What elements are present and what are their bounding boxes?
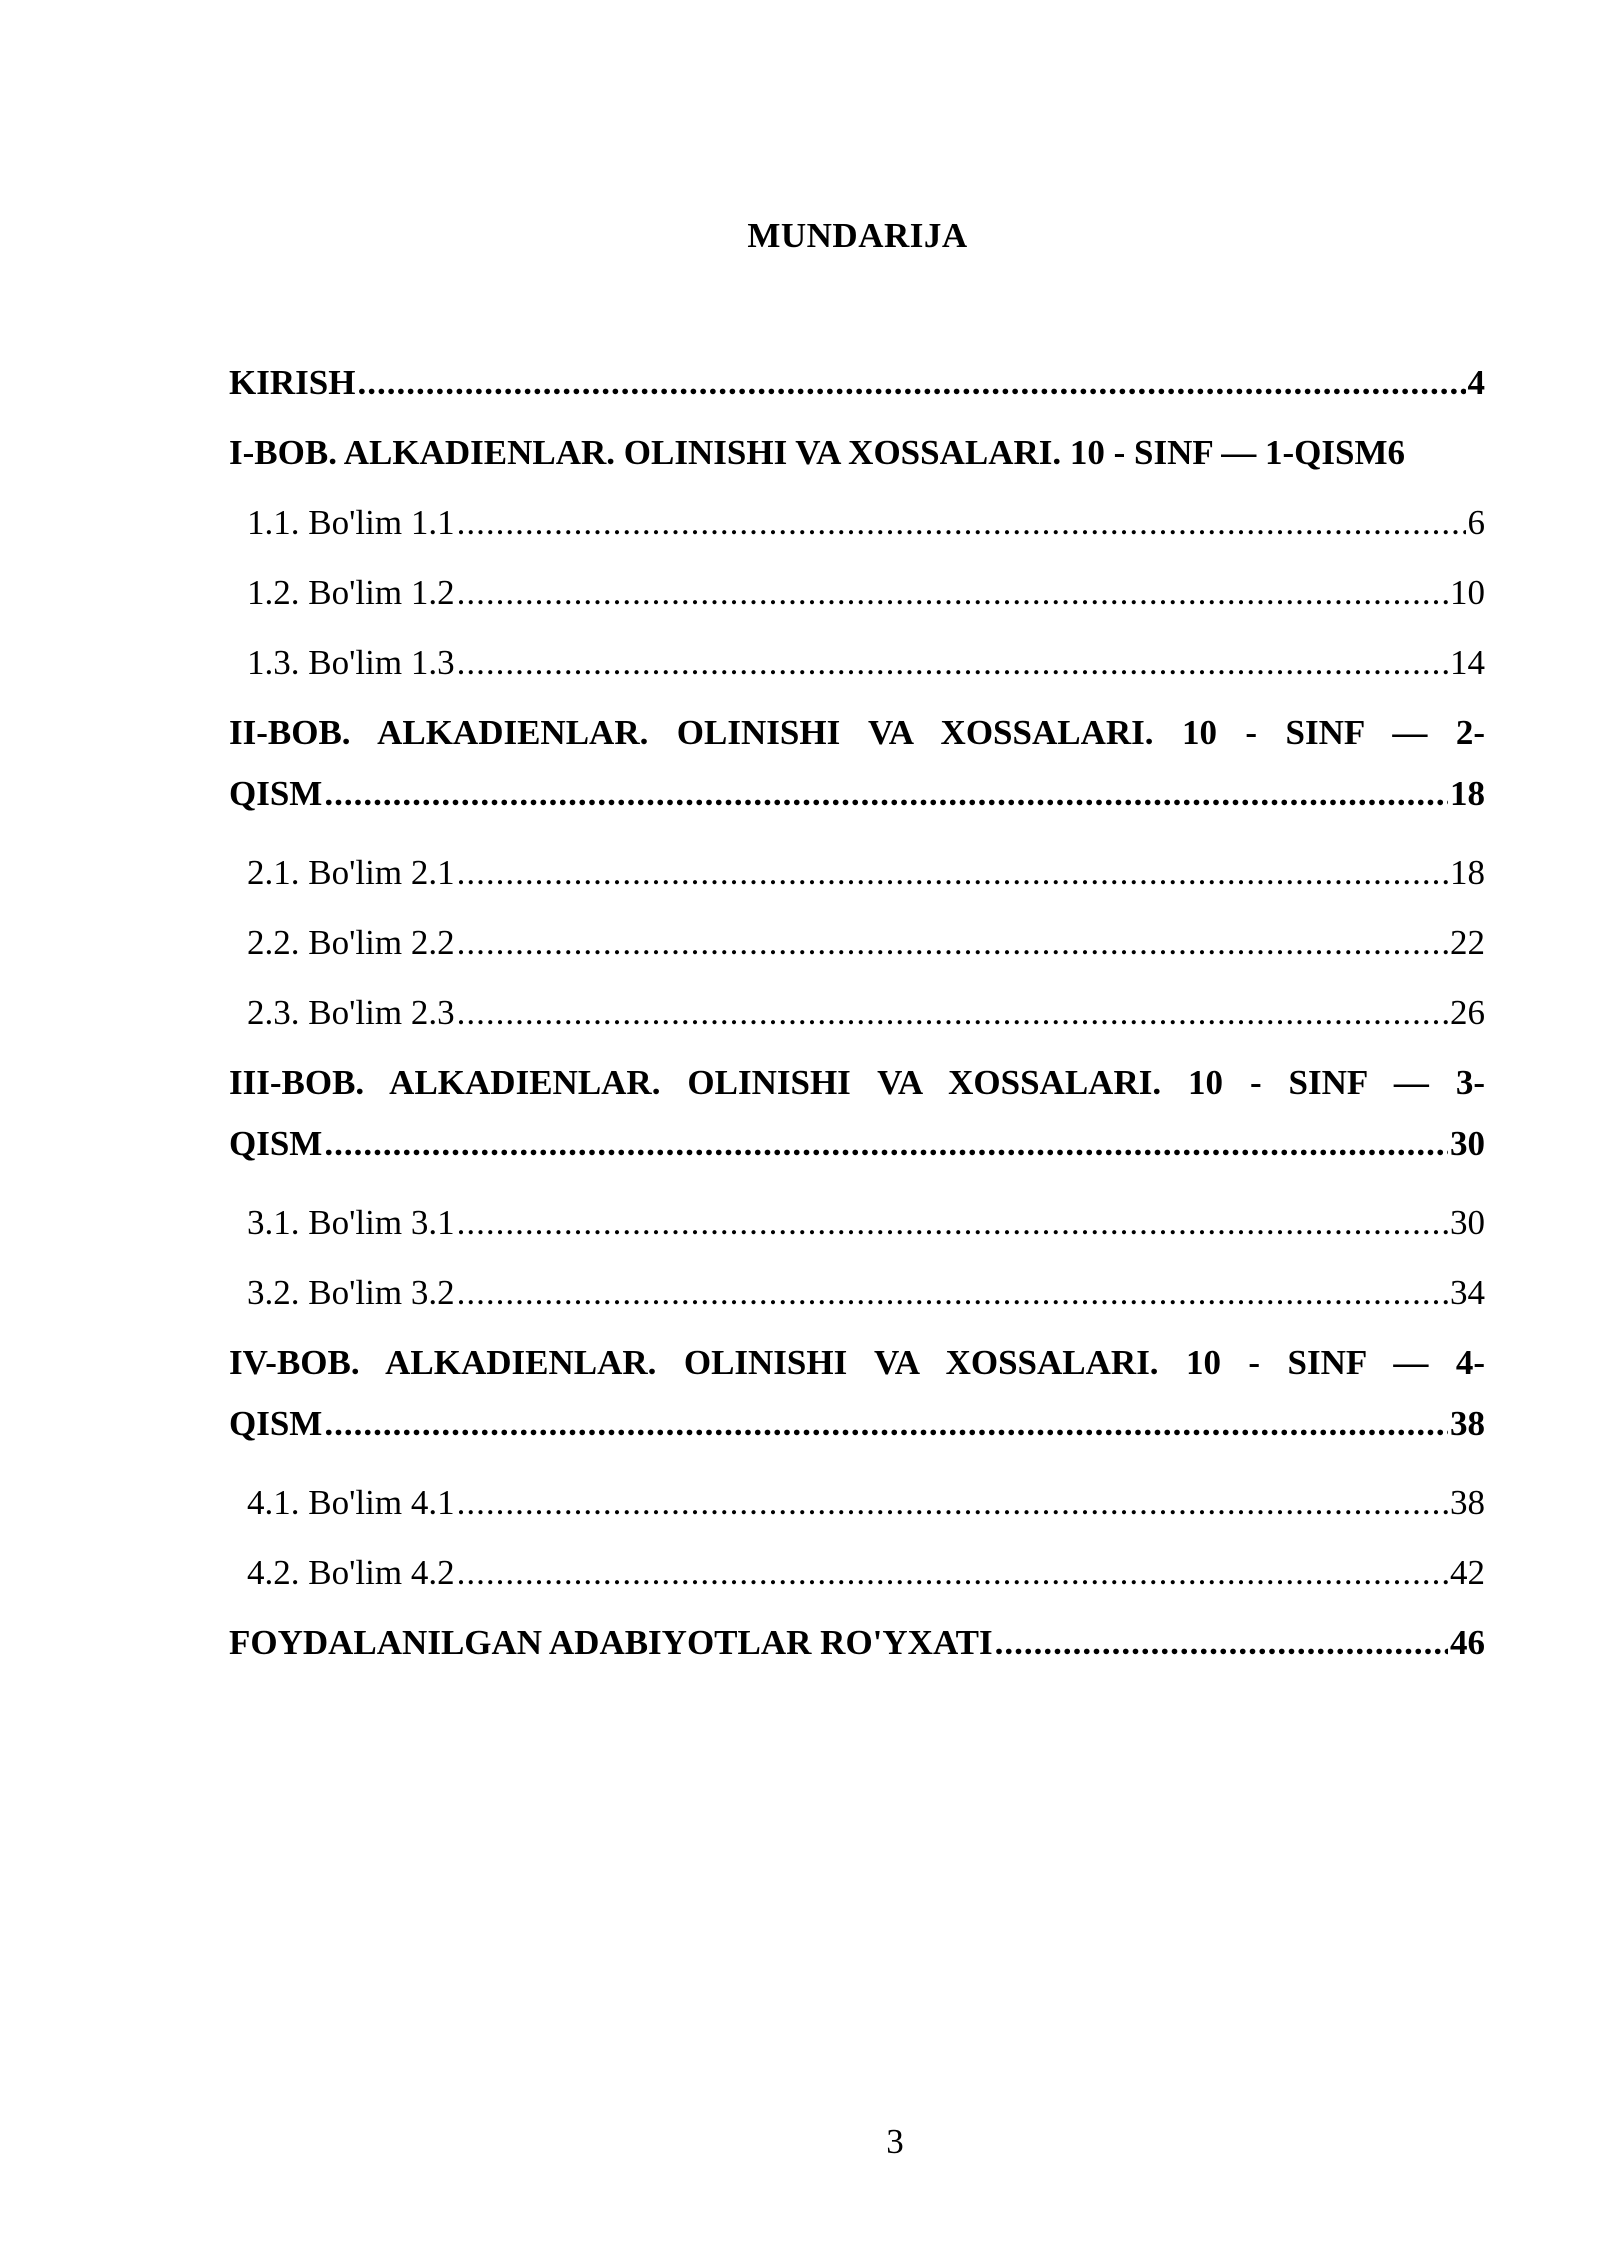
toc-entry-label: 2.1. Bo'lim 2.1 xyxy=(247,853,455,892)
toc-entry-line2 xyxy=(229,1114,1485,1188)
toc-entry-label-line1: II-BOB. ALKADIENLAR. OLINISHI VA XOSSALARI. 10 - SINF — 2- xyxy=(229,713,1485,752)
dot-leader xyxy=(324,1114,1448,1174)
toc-entry-page: 6 xyxy=(1387,433,1405,472)
toc-entry-page: 6 xyxy=(1467,503,1485,542)
toc-entry-page: 46 xyxy=(1450,1623,1485,1662)
dot-leader xyxy=(457,628,1448,698)
toc-entry-page: 30 xyxy=(1450,1203,1485,1242)
dot-leader xyxy=(995,1608,1448,1678)
toc-entry-page: 42 xyxy=(1450,1553,1485,1592)
toc-entry-page: 38 xyxy=(1450,1404,1485,1443)
toc-entry-references[interactable] xyxy=(229,1608,1485,1678)
toc-entry-page: 22 xyxy=(1450,923,1485,962)
toc-entry-section-1-2[interactable] xyxy=(229,558,1485,628)
toc-entry-section-2-2[interactable] xyxy=(229,908,1485,978)
toc-entry-kirish[interactable] xyxy=(229,348,1485,418)
toc-entry-line2 xyxy=(229,764,1485,838)
toc-entry-label: 2.3. Bo'lim 2.3 xyxy=(247,993,455,1032)
toc-entry-page: 30 xyxy=(1450,1124,1485,1163)
toc-entry-chapter-4[interactable] xyxy=(229,1328,1485,1468)
toc-entry-page: 18 xyxy=(1450,774,1485,813)
toc-entry-section-2-3[interactable] xyxy=(229,978,1485,1048)
dot-leader xyxy=(457,558,1448,628)
toc-entry-label: 2.2. Bo'lim 2.2 xyxy=(247,923,455,962)
toc-entry-page: 34 xyxy=(1450,1273,1485,1312)
toc-title: MUNDARIJA xyxy=(747,216,968,255)
toc-entry-page: 10 xyxy=(1450,573,1485,612)
dot-leader xyxy=(457,1468,1448,1538)
toc-entry-label: 1.3. Bo'lim 1.3 xyxy=(247,643,455,682)
dot-leader xyxy=(324,1394,1448,1454)
toc-entry-label-line1: IV-BOB. ALKADIENLAR. OLINISHI VA XOSSALARI. 10 - SINF — 4- xyxy=(229,1343,1485,1382)
dot-leader xyxy=(457,1538,1448,1608)
toc-entry-section-3-1[interactable] xyxy=(229,1188,1485,1258)
toc-entry-label: 3.2. Bo'lim 3.2 xyxy=(247,1273,455,1312)
dot-leader xyxy=(457,1188,1448,1258)
toc-entry-label: 3.1. Bo'lim 3.1 xyxy=(247,1203,455,1242)
dot-leader xyxy=(324,764,1448,824)
toc-entry-label: KIRISH xyxy=(229,363,356,402)
dot-leader xyxy=(457,978,1448,1048)
toc-entry-chapter-1[interactable] xyxy=(229,418,1485,488)
toc-entry-line2 xyxy=(229,1394,1485,1468)
toc-entry-label: 4.2. Bo'lim 4.2 xyxy=(247,1553,455,1592)
toc-entry-label: 1.1. Bo'lim 1.1 xyxy=(247,503,455,542)
toc-entry-page: 18 xyxy=(1450,853,1485,892)
toc-entry-page: 26 xyxy=(1450,993,1485,1032)
dot-leader xyxy=(457,838,1448,908)
page-number: 3 xyxy=(886,2122,904,2161)
toc-entry-page: 14 xyxy=(1450,643,1485,682)
toc-entry-chapter-3[interactable] xyxy=(229,1048,1485,1188)
toc-entry-chapter-2[interactable] xyxy=(229,698,1485,838)
toc-entry-section-4-1[interactable] xyxy=(229,1468,1485,1538)
toc-entry-label: 4.1. Bo'lim 4.1 xyxy=(247,1483,455,1522)
table-of-contents xyxy=(229,348,1485,1678)
toc-entry-section-1-1[interactable] xyxy=(229,488,1485,558)
toc-entry-label: FOYDALANILGAN ADABIYOTLAR RO'YXATI xyxy=(229,1623,993,1662)
toc-entry-label-line2: QISM xyxy=(229,1404,323,1443)
toc-entry-label-line2: QISM xyxy=(229,774,323,813)
dot-leader xyxy=(457,908,1448,978)
toc-entry-section-2-1[interactable] xyxy=(229,838,1485,908)
toc-entry-label: I-BOB. ALKADIENLAR. OLINISHI VA XOSSALARI. 10 - SINF — 1-QISM xyxy=(229,433,1388,472)
dot-leader xyxy=(357,348,1465,418)
toc-entry-label: 1.2. Bo'lim 1.2 xyxy=(247,573,455,612)
toc-entry-page: 4 xyxy=(1467,363,1485,402)
toc-entry-section-1-3[interactable] xyxy=(229,628,1485,698)
toc-entry-section-4-2[interactable] xyxy=(229,1538,1485,1608)
toc-entry-section-3-2[interactable] xyxy=(229,1258,1485,1328)
dot-leader xyxy=(457,1258,1448,1328)
dot-leader xyxy=(457,488,1466,558)
toc-entry-label-line1: III-BOB. ALKADIENLAR. OLINISHI VA XOSSALARI. 10 - SINF — 3- xyxy=(229,1063,1485,1102)
toc-entry-page: 38 xyxy=(1450,1483,1485,1522)
toc-entry-label-line2: QISM xyxy=(229,1124,323,1163)
